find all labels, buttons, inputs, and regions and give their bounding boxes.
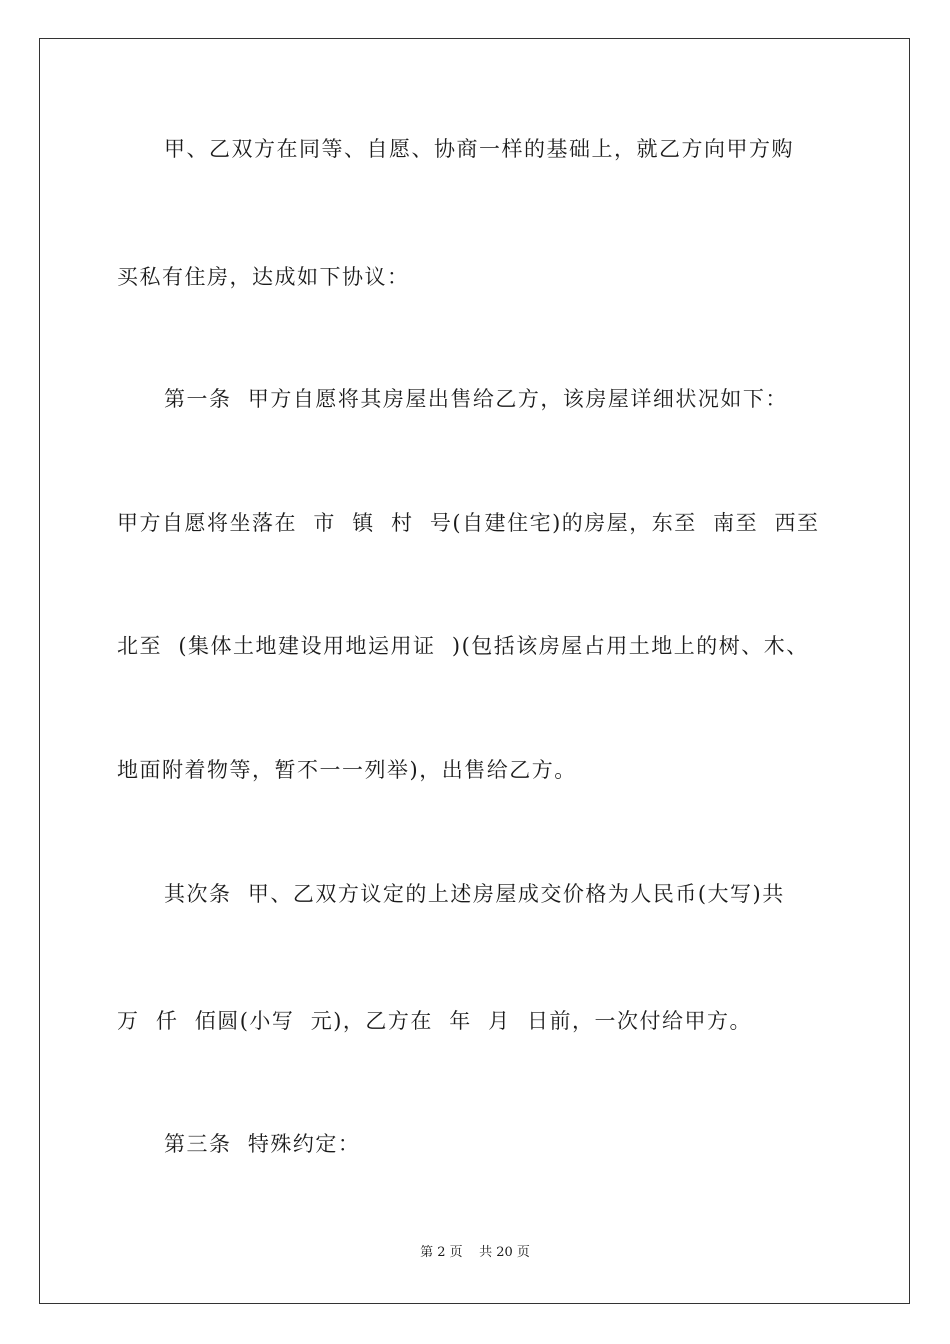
article-1-line-2: 甲方自愿将坐落在 市 镇 村 号(自建住宅)的房屋，东至 南至 西至 <box>117 511 820 535</box>
page-frame <box>39 38 910 1304</box>
paragraph-line-2: 买私有住房，达成如下协议： <box>117 265 410 289</box>
article-1-line-4: 地面附着物等，暂不一一列举)，出售给乙方。 <box>117 758 577 782</box>
article-1-line-3: 北至 (集体土地建设用地运用证 )(包括该房屋占用土地上的树、木、 <box>117 634 809 658</box>
article-2-line-1: 其次条 甲、乙双方议定的上述房屋成交价格为人民币(大写)共 <box>164 882 785 906</box>
article-2-line-2: 万 仟 佰圆(小写 元)，乙方在 年 月 日前，一次付给甲方。 <box>117 1009 752 1033</box>
page-number-footer: 第 2 页 共 20 页 <box>420 1245 530 1260</box>
article-3-heading: 第三条 特殊约定： <box>164 1132 361 1156</box>
paragraph-line-1: 甲、乙双方在同等、自愿、协商一样的基础上，就乙方向甲方购 <box>164 137 794 161</box>
article-1-line-1: 第一条 甲方自愿将其房屋出售给乙方，该房屋详细状况如下： <box>164 387 788 411</box>
